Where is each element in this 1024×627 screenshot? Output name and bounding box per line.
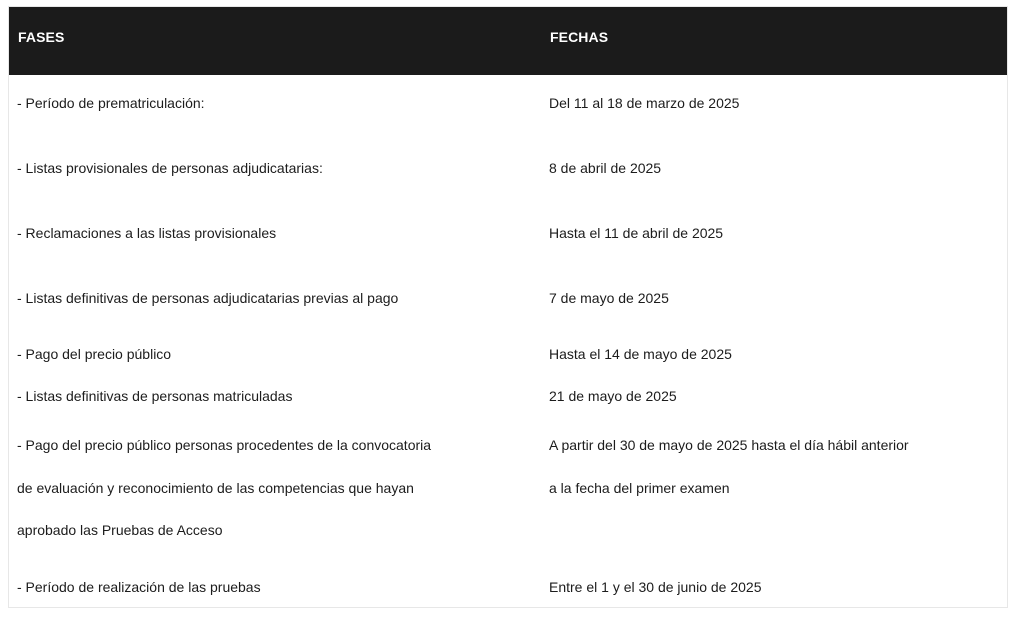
row-8-date: Entre el 1 y el 30 de junio de 2025 xyxy=(549,579,762,595)
row-2-date: 8 de abril de 2025 xyxy=(549,160,662,176)
row-7-date-line-2: a la fecha del primer examen xyxy=(549,480,730,496)
row-3-date: Hasta el 11 de abril de 2025 xyxy=(549,225,724,241)
table-header xyxy=(9,7,1007,75)
row-1-phase: - Período de prematriculación: xyxy=(17,95,205,111)
header-phases: FASES xyxy=(18,29,65,45)
row-8-phase: - Período de realización de las pruebas xyxy=(17,579,261,595)
row-3-phase: - Reclamaciones a las listas provisionales xyxy=(17,225,277,241)
row-1-date: Del 11 al 18 de marzo de 2025 xyxy=(549,95,740,111)
row-5-date: Hasta el 14 de mayo de 2025 xyxy=(549,346,732,362)
row-6-date: 21 de mayo de 2025 xyxy=(549,388,677,404)
row-5-phase: - Pago del precio público xyxy=(17,346,172,362)
row-7-phase-line-2: de evaluación y reconocimiento de las competencias que hayan xyxy=(17,480,414,496)
header-dates: FECHAS xyxy=(550,29,609,45)
row-6-phase: - Listas definitivas de personas matriculadas xyxy=(17,388,293,404)
row-4-phase: - Listas definitivas de personas adjudicatarias previas al pago xyxy=(17,290,399,306)
row-7-phase-line-3: aprobado las Pruebas de Acceso xyxy=(17,522,223,538)
row-7-date-line-1: A partir del 30 de mayo de 2025 hasta el día hábil anterior xyxy=(549,437,909,453)
row-2-phase: - Listas provisionales de personas adjudicatarias: xyxy=(17,160,323,176)
row-4-date: 7 de mayo de 2025 xyxy=(549,290,669,306)
phases-table xyxy=(8,6,1008,608)
row-7-phase-line-1: - Pago del precio público personas procedentes de la convocatoria xyxy=(17,437,432,453)
